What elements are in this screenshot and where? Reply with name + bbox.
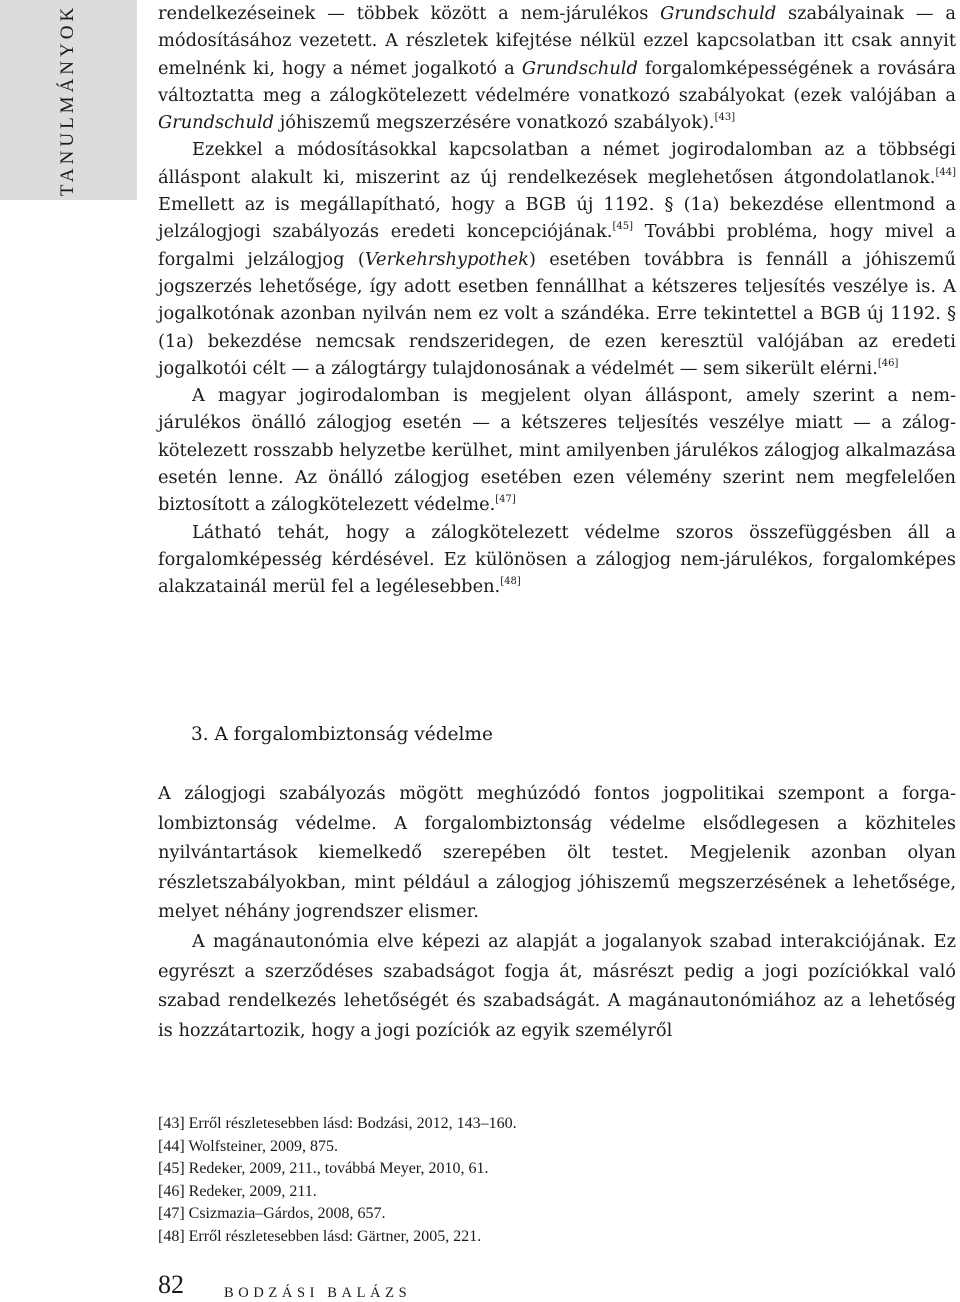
paragraph-1 <box>158 0 956 136</box>
italic-term: Grundschuld <box>660 3 777 24</box>
side-tab <box>0 0 137 200</box>
footnote-45: [45] Redeker, 2009, 211., továbbá Meyer, 2010, 61. <box>158 1160 489 1178</box>
paragraph-1-text: rendelkezéseinek — többek között a nem-járulékos Grundschuld szabályainak — a módosításához vezetett. A részletek kifejtése nélkül ezzel kapcsolatban itt csak annyit emelnénk ki, hogy a német jogalkotó a Grundschuld forgalomképességének a rovására változtatta meg a zálogkötelezett védelmére vonatkozó szabályokat (ezek valójában a Grundschuld jóhiszemű megszerzésére vonatkozó szabályok). <box>158 3 956 134</box>
footnote-ref-45[interactable]: [45] <box>612 221 633 233</box>
paragraph-3 <box>158 382 956 518</box>
section-body <box>158 779 956 1045</box>
footnote-ref-44[interactable]: [44] <box>935 166 956 178</box>
side-tab-label: TANULMÁNYOK <box>57 3 78 197</box>
paragraph-2-text-d: ) esetében továbbra is fennáll a jóhiszemű jogszerzés lehetősége, így adott esetben fennállhat a kétszeres teljesítés veszélye is. A jogalkotónak azonban nyilván nem ez volt a szándéka. Erre tekintettel a BGB új 1192. § (1a) bekezdése nemcsak rendszeridegen, de ezen keresztül valójában az eredeti jogalkotói célt — a zálogtárgy tulajdonosának a védelmét — sem sikerült elérni. <box>158 248 956 379</box>
footnote-44: [44] Wolfsteiner, 2009, 875. <box>158 1137 338 1155</box>
footnote-48: [48] Erről részletesebben lásd: Gärtner, 2005, 221. <box>158 1227 482 1245</box>
footnote-ref-48[interactable]: [48] <box>500 576 521 588</box>
paragraph-4 <box>158 519 956 601</box>
paragraph-2-italic-term: Verkehrshypothek <box>364 248 529 270</box>
section-paragraph-2: A magánautonómia elve képezi az alapját a jogalanyok szabad interakciójának. Ez egyrészt a szerződéses szabadságot fogja át, másrészt pedig a jogi pozíciókkal való szabad rendelkezés lehetőségét és szabadságát. A magánautonómiához az a lehetőség is hozzátartozik, hogy a jogi pozíciók az egyik személyről <box>158 930 956 1041</box>
italic-term: Grundschuld <box>158 112 275 134</box>
footnote-ref-47[interactable]: [47] <box>495 494 516 506</box>
italic-term: Grundschuld <box>521 57 638 79</box>
paragraph-2 <box>158 136 956 382</box>
paragraph-2-text-c: További probléma, hogy mivel a forgalmi jelzálogjog ( <box>158 221 956 270</box>
footnotes <box>158 1113 517 1249</box>
paragraph-4-text: Látható tehát, hogy a zálogkötelezett védelme szoros összefüggésben áll a forgalomképesség kérdésével. Ez különösen a zálogjog nem-járulékos, forgalomképes alakzatainál merül fel a legélesebben. <box>158 521 956 598</box>
page-number: 82 <box>158 1270 184 1299</box>
paragraph-2-text-b: Emellett az is megállapítható, hogy a BGB új 1192. § (1a) bekezdése ellentmond a jelzálogjogi szabályozás eredeti koncepciójának. <box>158 194 956 243</box>
footnote-46: [46] Redeker, 2009, 211. <box>158 1182 317 1200</box>
running-footer: BODZÁSI BALÁZS <box>224 1285 412 1301</box>
footnote-ref-46[interactable]: [46] <box>877 357 899 369</box>
paragraph-3-text: A magyar jogirodalomban is megjelent olyan álláspont, amely szerint a nemjárulékos önálló zálogjog esetén — a kétszeres teljesítés veszélye miatt — a zálogkötelezett rosszabb helyzetbe kerülhet, mint amilyenben járulékos zálogjog alkalmazása esetén lenne. Az önálló zálogjog esetében ezen vélemény szerint nem megfelelően biztosított a zálogkötelezett védelme. <box>158 385 956 516</box>
section-heading: 3. A forgalombiztonság védelme <box>191 724 493 745</box>
body-text <box>158 0 956 601</box>
section-paragraph-1: A zálogjogi szabályozás mögött meghúzódó fontos jogpolitikai szempont a forgalombiztonság védelme. A forgalombiztonság védelme elsődlegesen a közhiteles nyilvántartások kiemelkedő szerepében ölt testet. Megjelenik azonban olyan részletszabályokban, mint például a zálogjog jóhiszemű megszerzésének a lehetősége, melyet néhány jogrendszer elismer. <box>158 783 956 923</box>
footnote-47: [47] Csizmazia–Gárdos, 2008, 657. <box>158 1205 386 1223</box>
footnote-ref-43[interactable]: [43] <box>714 112 736 124</box>
paragraph-2-text-a: Ezekkel a módosításokkal kapcsolatban a német jogirodalomban az a többségi álláspont alakult ki, miszerint az új rendelkezések meglehetősen átgondolatlanok. <box>158 139 956 188</box>
footnote-43: [43] Erről részletesebben lásd: Bodzási, 2012, 143–160. <box>158 1115 517 1132</box>
